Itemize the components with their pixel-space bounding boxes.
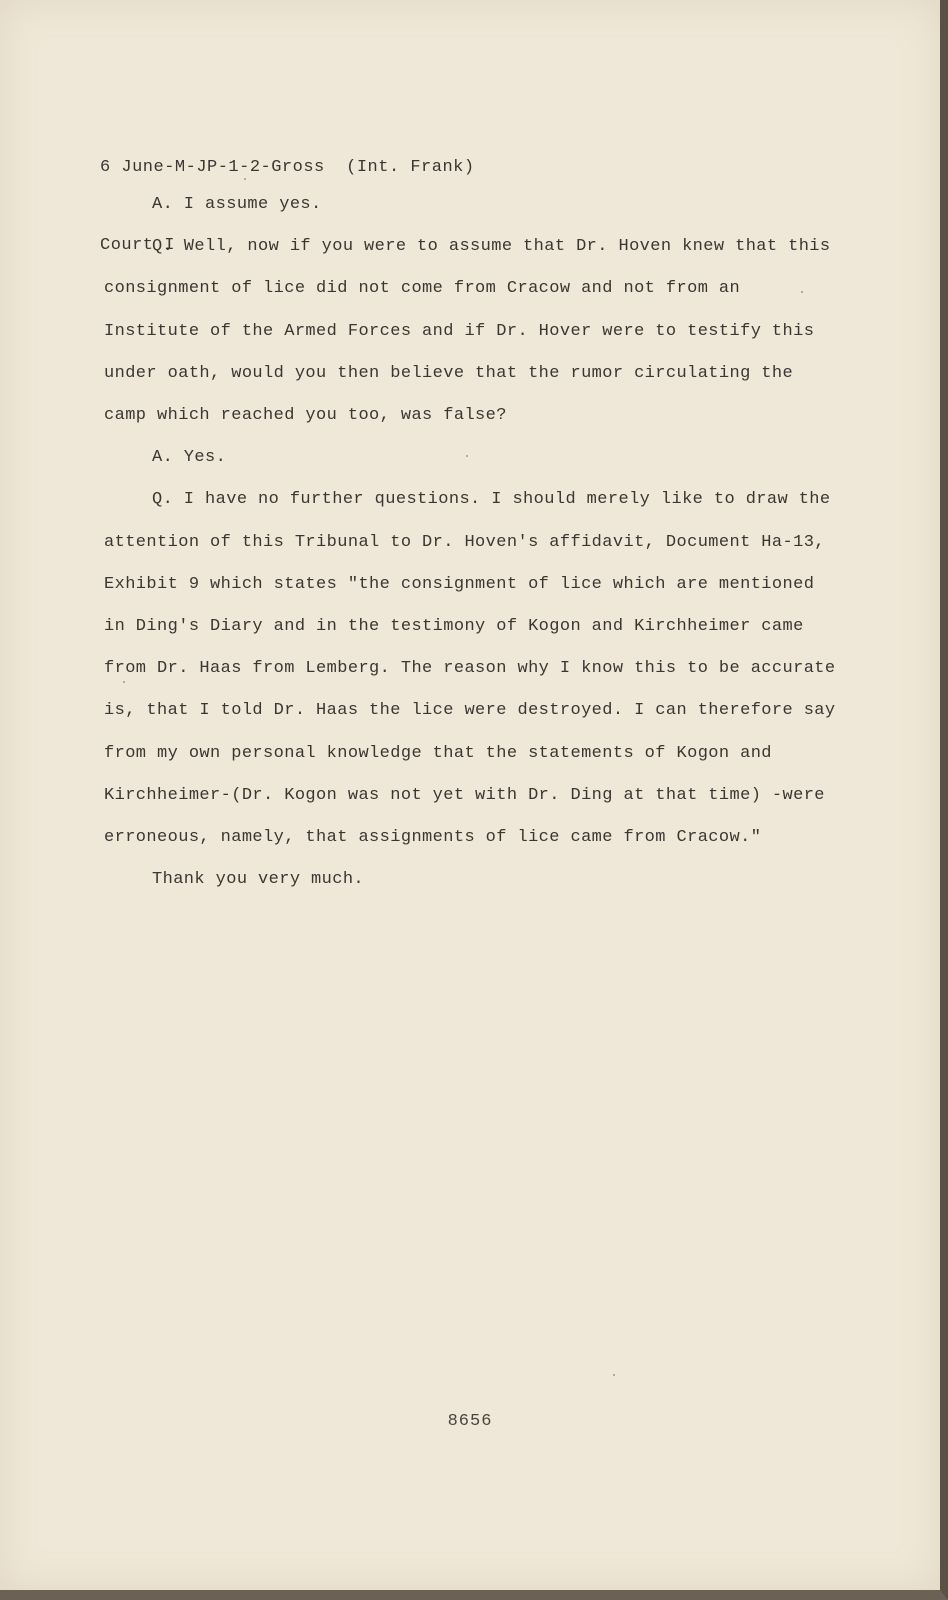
paper-speckle <box>123 681 125 683</box>
page-number: 8656 <box>447 1412 493 1431</box>
paper-speckle <box>466 455 468 457</box>
transcript-paragraph-answer-1: A. I assume yes. <box>152 195 322 214</box>
transcript-body <box>104 184 844 901</box>
transcript-paragraph-answer-2: A. Yes. <box>152 448 227 468</box>
transcript-paragraph-question-1: Q. Well, now if you were to assume that Dr. Hoven knew that this consignment of lice did not come from Cracow and not from an Institute of the Armed Forces and if Dr. Hover were to testify this under oath, would you then believe that the rumor circulating the camp which reached you too, was false? <box>104 237 831 426</box>
paper-speckle <box>244 178 246 180</box>
transcript-paragraph-closing: Thank you very much. <box>152 870 365 890</box>
paper-speckle <box>801 291 803 293</box>
paper-speckle <box>613 1374 615 1376</box>
header-court-line: Court I <box>100 236 175 255</box>
transcript-paragraph-question-2: Q. I have no further questions. I should merely like to draw the attention of this Tribunal to Dr. Hoven's affidavit, Document Ha-13, Exhibit 9 which states "the consignment of lice which are mentioned in Ding's Diary and in the testimony of Kogon and Kirchheimer came from Dr. Haas from Lemberg. The reason why I know this to be accurate is, that I told Dr. Haas the lice were destroyed. I can therefore say from my own personal knowledge that the statements of Kogon and Kirchheimer-(Dr. Kogon was not yet with Dr. Ding at that time) -were erroneous, namely, that assignments of lice came from Cracow." <box>104 490 836 848</box>
header-session-line: 6 June-M-JP-1-2-Gross (Int. Frank) <box>100 158 475 177</box>
